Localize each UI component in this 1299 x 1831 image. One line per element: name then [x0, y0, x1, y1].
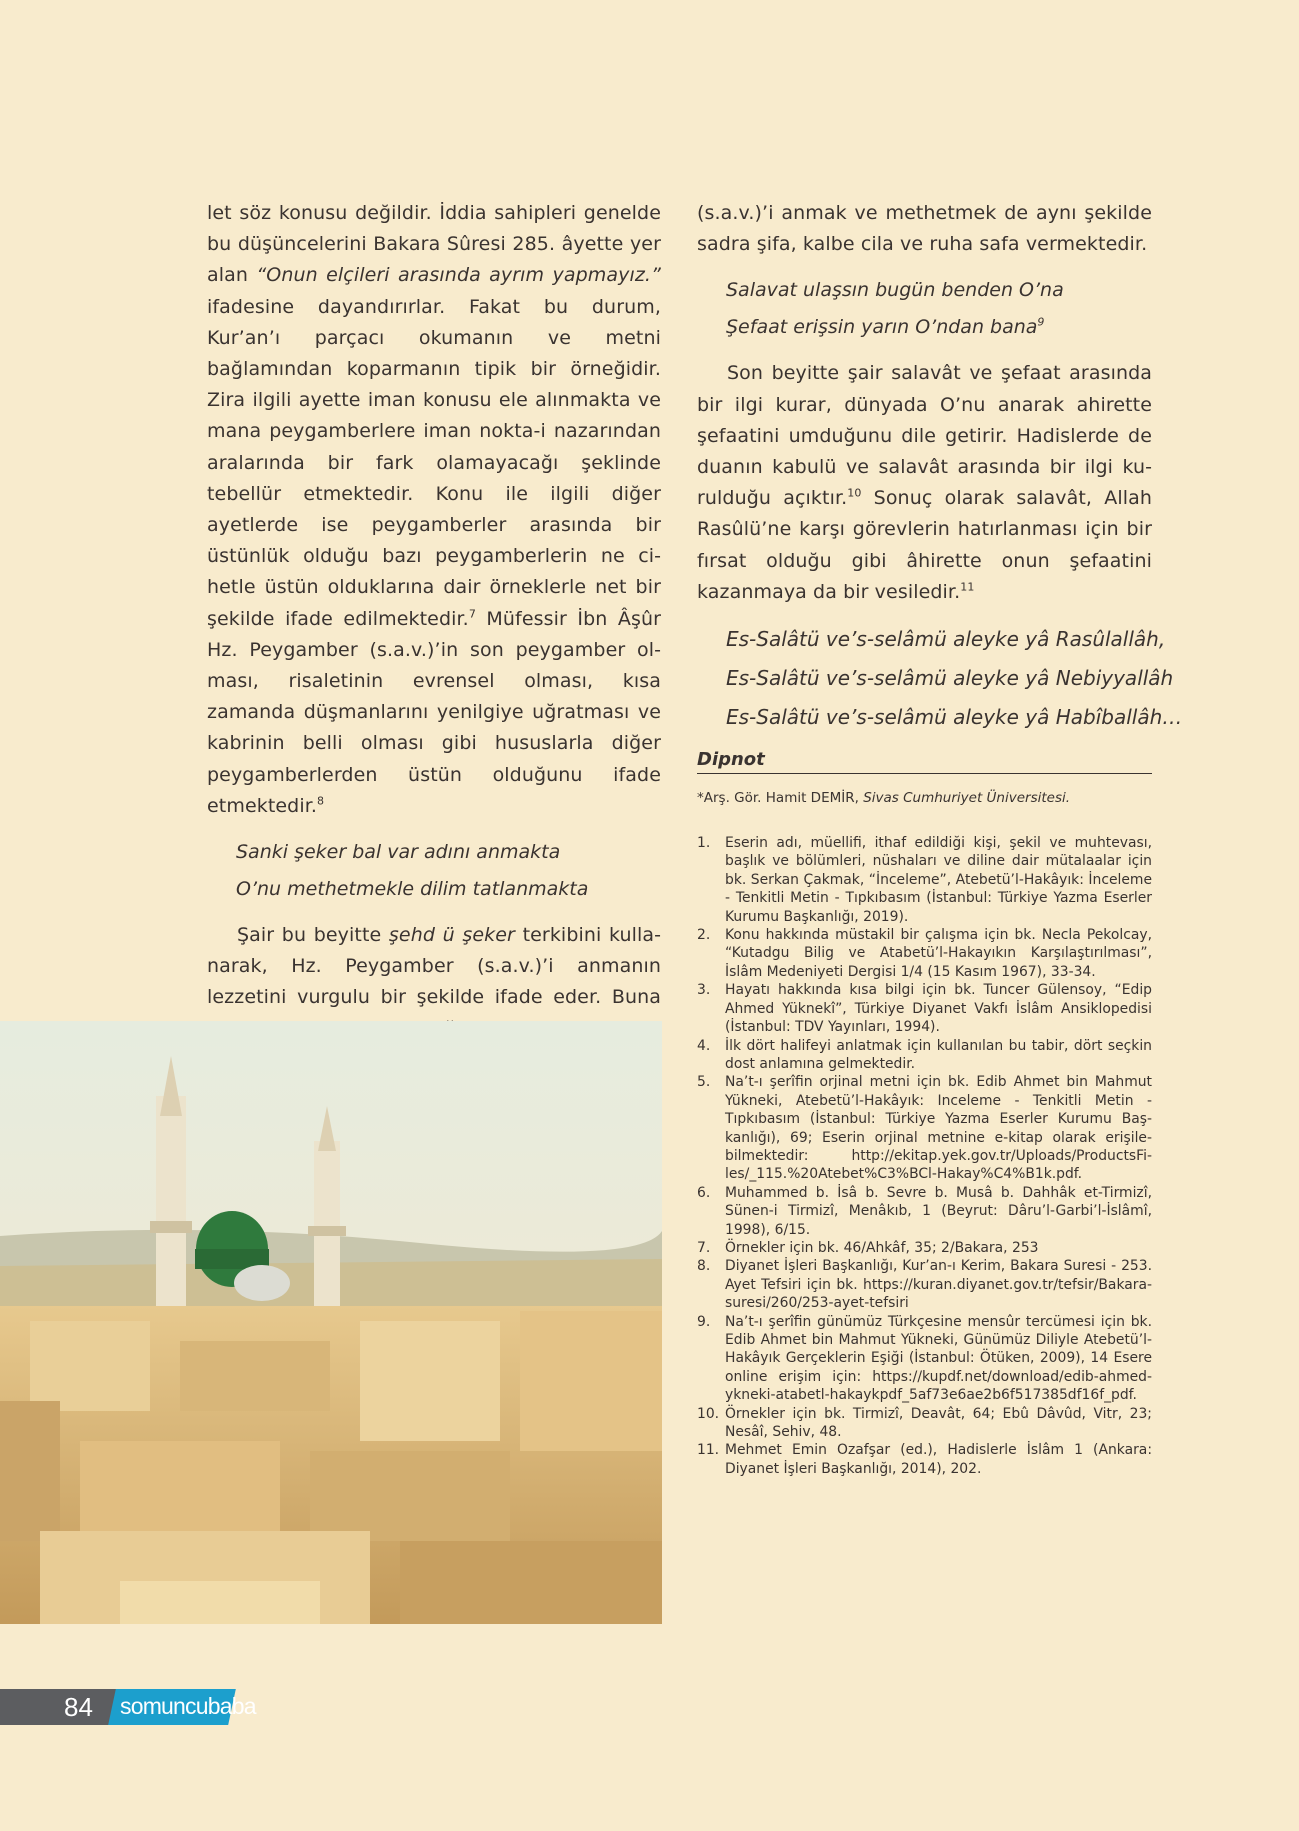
footnote-item: [697, 1405, 1152, 1442]
term: şehd ü şeker: [388, 924, 515, 947]
salawat-line: Es-Salâtü ve’s-selâmü aleyke yâ Habîballâh…: [726, 705, 1183, 730]
footnote-text: İlk dört halifeyi anlatmak için kullanılan bu tabir, dört seçkin dost anlamına gelmektedir.: [725, 1037, 1152, 1072]
footnote-number: 10.: [697, 1405, 720, 1422]
footnote-text: Muhammed b. İsâ b. Sevre b. Musâ b. Dahhâk et-Tirmizî, Sünen-i Tirmizî, Menâkıb, 1 (Beyrut: Dâru’l-Garbi’l-İslâmî, 1998), 6/15.: [725, 1184, 1152, 1238]
footnote-number: 5.: [697, 1074, 711, 1091]
left-column: [207, 198, 661, 1076]
poem-couplet-1: [236, 834, 661, 908]
footnote-number: 1.: [697, 835, 711, 852]
footnote-item: [697, 1073, 1152, 1183]
brand-logo: somuncubaba: [120, 1693, 256, 1719]
footnote-text: Diyanet İşleri Başkanlığı, Kur’an-ı Kerim, Bakara Suresi - 253. Ayet Tefsiri için bk. https://kuran.diyanet.gov.tr/tefsir/Bakara-suresi/260/253-ayet-tefsiri: [725, 1258, 1152, 1312]
footnote-number: 3.: [697, 982, 711, 999]
page-number-band: [0, 1689, 118, 1725]
text-span: let söz konusu değildir. İddia sahipleri genelde bu düşüncelerini Bakara Sûresi 285. âyette yer alan: [207, 202, 661, 287]
poem-line: [726, 309, 1152, 346]
footnote-number: 2.: [697, 927, 711, 944]
footnote-item: [697, 1257, 1152, 1312]
footnote-ref[interactable]: 7: [468, 607, 476, 621]
body-paragraph-1: [207, 198, 661, 822]
text-span: Son beyitte şair salavât ve şefaat arasında bir ilgi kurar, dünyada O’nu anarak ahirette şefaatini umduğunu dile getirir. Hadislerde de duanın kabulü ve salavât arasında bir ilgi kurulduğu açıktır.: [697, 362, 1152, 510]
footnote-number: 9.: [697, 1313, 711, 1330]
body-paragraph-3: (s.a.v.)’i anmak ve methetmek de aynı şekilde sadra şifa, kalbe cila ve ruha safa vermektedir.: [697, 202, 1152, 256]
text-span: Sonuç olarak salavât, Allah Rasûlü’ne karşı görevlerin hatırlanması için bir fırsat olduğu gibi âhirette onun şefaatini kazanmaya da bir vesiledir.: [697, 487, 1153, 603]
footnote-ref[interactable]: 9: [1037, 316, 1045, 330]
painting-illustration: [0, 1021, 662, 1624]
poem-line: Salavat ulaşsın bugün benden O’na: [726, 279, 1064, 302]
poem-line: Sanki şeker bal var adını anmakta: [236, 841, 561, 864]
footnote-ref[interactable]: 11: [960, 580, 975, 594]
page-number: 84: [64, 1692, 93, 1722]
salawat-block: [726, 620, 1183, 737]
footnote-text: Na’t-ı şerîfin orjinal metni için bk. Edib Ahmet bin Mahmut Yükneki, Atebetü’l-Hakâyık: Inceleme - Tenkitli Metin - Tıpkıbasım (İstanbul: Türkiye Yazma Eserler Kurumu Başkanlığı), 69; Eserin orjinal metnine e-kitap olarak erişilebilmektedir: http://ekitap.yek.gov.tr/Uploads/ProductsFiles/_115.%20Atebet%C3%BCl-Hakay%C4%B1k.pdf.: [725, 1074, 1152, 1183]
footnote-text: Hayatı hakkında kısa bilgi için bk. Tuncer Gülensoy, “Edip Ahmed Yüknekî”, Türkiye Diyanet Vakfı İslâm Ansiklopedisi (İstanbul: TDV Yayınları, 1994).: [725, 982, 1152, 1036]
footnote-item: [697, 926, 1152, 981]
text-span: terkibini kullanarak, Hz. Peygamber (s.a.v.)’i anmanın lezzetini vurgulu bir şekilde ifade eder. Buna: [207, 924, 662, 1009]
quote: “Onun elçileri arasında ayrım yapmayız.”: [256, 264, 661, 287]
footnote-item: [697, 1037, 1152, 1074]
page-footer: [0, 1689, 256, 1725]
footnote-text: Eserin adı, müellifi, ithaf edildiği kişi, şekil ve muhtevası, başlık ve bölümleri, nüshaları ve diline dair mütalaalar için bk. Serkan Çakmak, “İnceleme”, Atebetü’l-Hakâyık: İnceleme - Tenkitli Metin - Tıpkıbasım (İstanbul: Türkiye Yazma Eserler Kurumu Başkanlığı, 2019).: [725, 835, 1152, 925]
footnote-text: Na’t-ı şerîfin günümüz Türkçesine mensûr tercümesi için bk. Edib Ahmet bin Mahmut Yükneki, Günümüz Diliyle Atebetü’l-Hakâyık Gerçeklerin Eşiği (İstanbul: Ötüken, 2009), 14 Esere online erişim için: https://kupdf.net/download/edib-ahmed-ykneki-atabetl-hakaykpdf_5af73e6ae2b6f517385df16f_pdf.: [725, 1313, 1152, 1404]
author-note: [697, 790, 1152, 806]
text-span: Müfessir İbn Âşûr Hz. Peygamber (s.a.v.)’in son peygamber olması, risaletinin evrensel olması, kısa zamanda düşmanlarını yenilgiye uğratması ve kabrinin belli olması gibi hususlarla diğer peygamberlerden üstün olduğunu ifade etmektedir.: [207, 607, 662, 817]
footnote-item: [697, 981, 1152, 1036]
footnote-text: Konu hakkında müstakil bir çalışma için bk. Necla Pekolcay, “Kutadgu Bilig ve Atabetü’l-Hakayıkın Karşılaştırılması”, İslâm Medeniyeti Dergisi 1/4 (15 Kasım 1967), 33-34.: [725, 927, 1152, 980]
footnote-ref[interactable]: 8: [317, 794, 325, 808]
footnote-item: [697, 1184, 1152, 1239]
footnote-ref[interactable]: 10: [847, 486, 862, 500]
footnote-text: Mehmet Emin Ozafşar (ed.), Hadislerle İslâm 1 (Ankara: Diyanet İşleri Başkanlığı, 2014), 202.: [725, 1442, 1152, 1477]
footnote-item: [697, 1239, 1152, 1257]
author-name: *Arş. Gör. Hamit DEMİR,: [697, 790, 864, 807]
footnotes-heading: Dipnot: [697, 749, 1152, 774]
body-paragraph-4: [697, 358, 1152, 608]
text-span: Şair bu beyitte: [237, 924, 389, 947]
footnote-text: Örnekler için bk. 46/Ahkâf, 35; 2/Bakara, 253: [725, 1239, 1039, 1256]
footnote-text: Örnekler için bk. Tirmizî, Deavât, 64; Ebû Dâvûd, Vitr, 23; Nesâî, Sehiv, 48.: [725, 1405, 1152, 1441]
salawat-line: Es-Salâtü ve’s-selâmü aleyke yâ Rasûlallâh,: [726, 627, 1166, 652]
footnote-number: 11.: [697, 1442, 720, 1459]
footnote-item: [697, 1441, 1152, 1478]
footnote-item: [697, 834, 1152, 926]
footnote-number: 7.: [697, 1239, 711, 1256]
poem-line-text: Şefaat erişsin yarın O’ndan bana: [726, 316, 1038, 339]
text-span: ifadesine dayandırırlar. Fakat bu durum, Kur’an’ı parçacı okumanın ve metni bağlamından koparmanın tipik bir örneğidir. Zira ilgili ayette iman konusu ele alınmakta ve mana peygamberlere iman nokta-i nazarından aralarında bir fark olamayacağı şeklinde tebellür etmektedir. Konu ile ilgili diğer ayetlerde ise peygamberler arasında bir üstünlük olduğu bazı peygamberlerin ne cihetle üstün olduklarına dair örneklerle net bir şekilde ifade edilmektedir.: [207, 295, 661, 630]
right-column: [697, 198, 1183, 1478]
medina-painting: [0, 1021, 662, 1624]
footnote-list: [697, 834, 1152, 1478]
poem-line: O’nu methetmekle dilim tatlanmakta: [236, 878, 589, 901]
footnote-item: [697, 1313, 1152, 1405]
salawat-line: Es-Salâtü ve’s-selâmü aleyke yâ Nebiyyallâh: [726, 666, 1174, 691]
footnote-number: 8.: [697, 1258, 711, 1275]
poem-couplet-2: [726, 272, 1152, 346]
author-affiliation: Sivas Cumhuriyet Üniversitesi.: [863, 790, 1071, 807]
footnote-number: 6.: [697, 1184, 711, 1201]
footnote-number: 4.: [697, 1037, 711, 1054]
